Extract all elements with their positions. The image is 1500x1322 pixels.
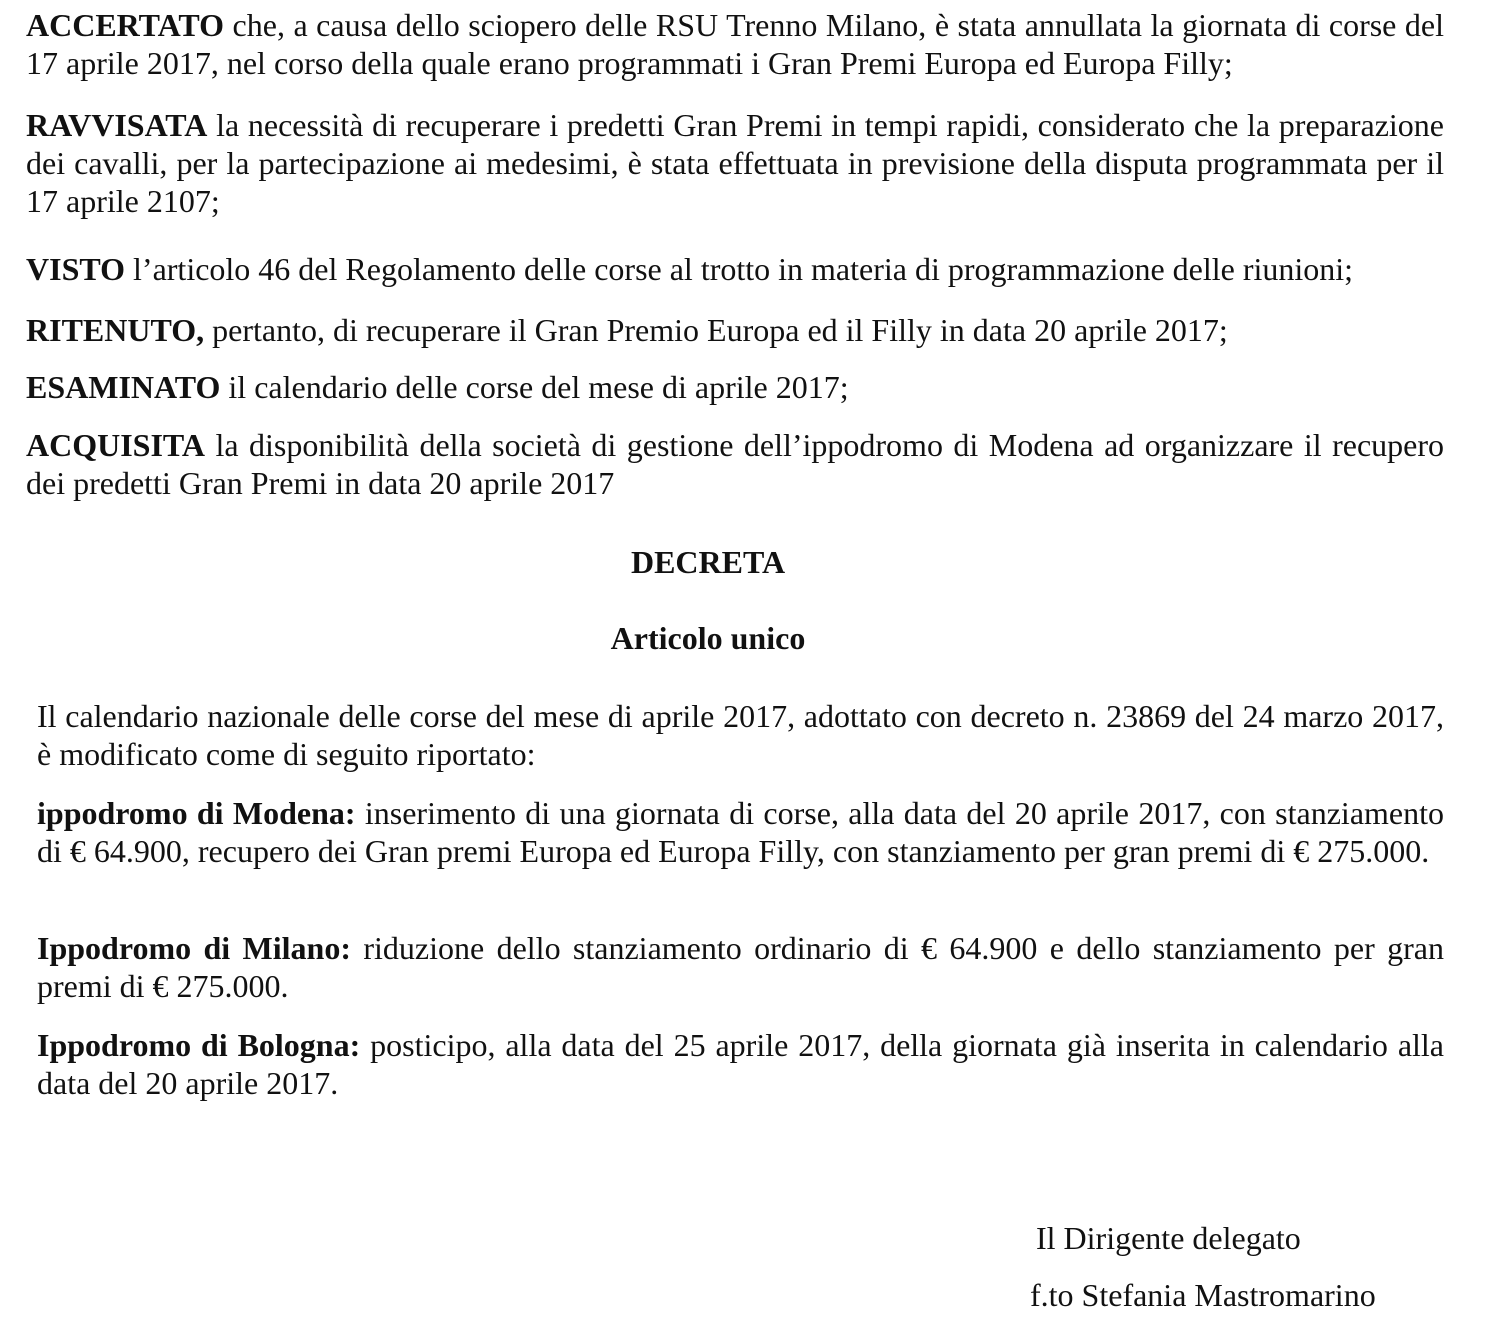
decree-heading: DECRETA bbox=[630, 544, 786, 580]
premise-keyword: ACQUISITA bbox=[26, 427, 205, 463]
premise-text: il calendario delle corse del mese di aprile 2017; bbox=[220, 369, 849, 405]
article-item-text: posticipo, alla data del 25 aprile 2017, della giornata già inserita in calendario alla data del 20 aprile 2017. bbox=[37, 1027, 1445, 1101]
premise-accertato bbox=[26, 6, 1444, 82]
signature-role: Il Dirigente delegato bbox=[1036, 1220, 1301, 1256]
premise-keyword: ESAMINATO bbox=[26, 369, 221, 405]
article-item-keyword: Ippodromo di Bologna: bbox=[37, 1027, 361, 1063]
article-item-keyword: Ippodromo di Milano: bbox=[37, 930, 351, 966]
article-item-milano bbox=[37, 929, 1444, 1005]
premise-ritenuto bbox=[26, 311, 1444, 349]
premise-text: l’articolo 46 del Regolamento delle corse al trotto in materia di programmazione delle riunioni; bbox=[125, 251, 1354, 287]
premise-text: la necessità di recuperare i predetti Gran Premi in tempi rapidi, considerato che la preparazione dei cavalli, per la partecipazione ai medesimi, è stata effettuata in previsione della disputa programmata per il 17 aprile 2107; bbox=[26, 107, 1444, 219]
article-item-bologna bbox=[37, 1026, 1444, 1102]
premise-keyword: ACCERTATO bbox=[26, 7, 225, 43]
article-title: Articolo unico bbox=[610, 620, 806, 656]
premise-keyword: RITENUTO, bbox=[26, 312, 205, 348]
premise-esaminato bbox=[26, 368, 1444, 406]
premise-text: pertanto, di recuperare il Gran Premio Europa ed il Filly in data 20 aprile 2017; bbox=[204, 312, 1228, 348]
premise-acquisita bbox=[26, 426, 1444, 502]
premise-keyword: RAVVISATA bbox=[26, 107, 208, 143]
article-intro: Il calendario nazionale delle corse del mese di aprile 2017, adottato con decreto n. 23869 del 24 marzo 2017, è modificato come di seguito riportato: bbox=[37, 698, 1444, 772]
signature-name: f.to Stefania Mastromarino bbox=[1030, 1277, 1376, 1313]
premise-ravvisata bbox=[26, 106, 1444, 220]
premise-text: che, a causa dello sciopero delle RSU Trenno Milano, è stata annullata la giornata di corse del 17 aprile 2017, nel corso della quale erano programmati i Gran Premi Europa ed Europa Filly; bbox=[26, 7, 1444, 81]
article-item-text: riduzione dello stanziamento ordinario di € 64.900 e dello stanziamento per gran premi di € 275.000. bbox=[37, 930, 1445, 1004]
article-item-keyword: ippodromo di Modena: bbox=[37, 795, 356, 831]
article-item-text: inserimento di una giornata di corse, alla data del 20 aprile 2017, con stanziamento di € 64.900, recupero dei Gran premi Europa ed Europa Filly, con stanziamento per gran premi di € 275.000. bbox=[37, 795, 1445, 869]
premise-text: la disponibilità della società di gestione dell’ippodromo di Modena ad organizzare il recupero dei predetti Gran Premi in data 20 aprile 2017 bbox=[26, 427, 1444, 501]
article-item-modena bbox=[37, 794, 1444, 870]
premise-visto bbox=[26, 250, 1444, 288]
premise-keyword: VISTO bbox=[26, 251, 126, 287]
